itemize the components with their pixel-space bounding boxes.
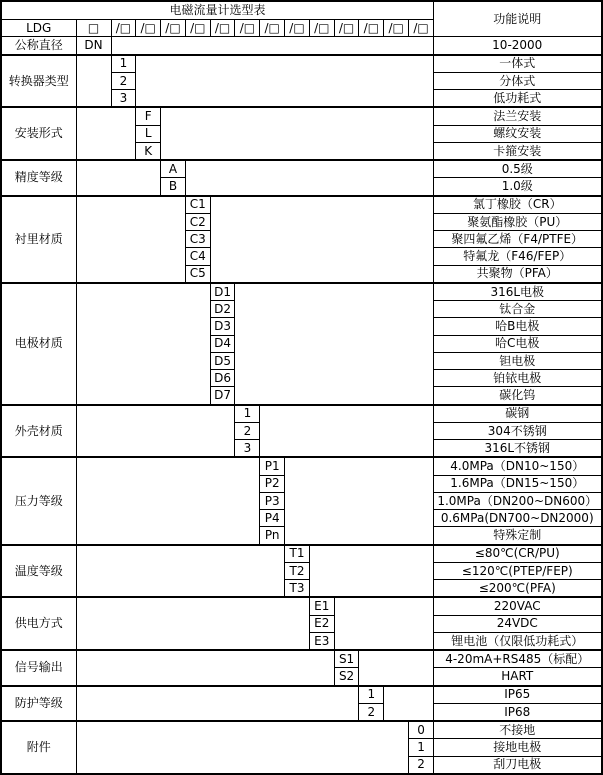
- blank-cell: [161, 107, 434, 160]
- option-code: D5: [210, 352, 235, 369]
- option-code: B: [161, 178, 186, 196]
- option-desc: 低功耗式: [434, 90, 602, 108]
- option-desc: ≤120℃(PTEP/FEP): [434, 562, 602, 579]
- table-row: [1, 545, 602, 563]
- blank-cell: [76, 721, 409, 774]
- code-box: /□: [210, 20, 235, 37]
- option-desc: 哈C电极: [434, 335, 602, 352]
- group-label: 转换器类型: [1, 55, 76, 108]
- option-desc: 特氟龙（F46/FEP）: [434, 248, 602, 265]
- code-box: /□: [334, 20, 359, 37]
- option-code: E3: [309, 632, 334, 650]
- option-desc: ≤200℃(PFA): [434, 580, 602, 598]
- blank-cell: [136, 55, 434, 108]
- option-code: P4: [260, 510, 285, 527]
- blank-cell: [285, 457, 434, 544]
- option-code: S1: [334, 650, 359, 668]
- blank-cell: [210, 196, 433, 283]
- option-code: P3: [260, 492, 285, 509]
- blank-cell: [76, 160, 161, 196]
- option-code: 3: [235, 440, 260, 458]
- option-desc: 铂铱电极: [434, 370, 602, 387]
- option-desc: ≤80℃(CR/PU): [434, 545, 602, 563]
- option-code: K: [136, 142, 161, 160]
- option-desc: 4.0MPa（DN10~150）: [434, 457, 602, 475]
- code-box: /□: [235, 20, 260, 37]
- code-box: /□: [111, 20, 136, 37]
- option-desc: 哈B电极: [434, 318, 602, 335]
- option-desc: 接地电极: [434, 739, 602, 756]
- option-code: 2: [359, 703, 384, 721]
- option-desc: 碳化钨: [434, 387, 602, 405]
- option-code: S2: [334, 668, 359, 686]
- option-desc: 316L电极: [434, 283, 602, 301]
- option-desc: IP68: [434, 703, 602, 721]
- option-desc: 法兰安装: [434, 107, 602, 125]
- option-desc: 聚四氟乙烯（F4/PTFE）: [434, 231, 602, 248]
- option-desc: 钽电极: [434, 352, 602, 369]
- code-box: /□: [409, 20, 434, 37]
- group-label: 防护等级: [1, 686, 76, 722]
- table-row: [1, 283, 602, 301]
- option-code: C1: [185, 196, 210, 214]
- option-desc: 刮刀电极: [434, 756, 602, 774]
- option-code: 1: [359, 686, 384, 704]
- option-code: C3: [185, 231, 210, 248]
- table-row: [1, 196, 602, 214]
- group-label: 附件: [1, 721, 76, 774]
- group-label: 电极材质: [1, 283, 76, 405]
- option-code: D4: [210, 335, 235, 352]
- option-desc: 1.6MPa（DN15~150）: [434, 475, 602, 492]
- group-label: 精度等级: [1, 160, 76, 196]
- table-row: [1, 1, 602, 20]
- blank-cell: [76, 107, 136, 160]
- blank-cell: [76, 686, 359, 722]
- blank-cell: [384, 686, 434, 722]
- option-code: E2: [309, 615, 334, 632]
- option-code: T3: [285, 580, 310, 598]
- option-desc: 特殊定制: [434, 527, 602, 545]
- group-label: 安装形式: [1, 107, 76, 160]
- option-code: 1: [111, 55, 136, 73]
- option-desc: 氯丁橡胶（CR）: [434, 196, 602, 214]
- table-row: [1, 650, 602, 668]
- table-row: [1, 160, 602, 178]
- option-code: C5: [185, 265, 210, 283]
- blank-cell: [76, 650, 334, 686]
- table-row: [1, 55, 602, 73]
- option-code: P1: [260, 457, 285, 475]
- option-desc: 304不锈钢: [434, 422, 602, 439]
- option-desc: 不接地: [434, 721, 602, 739]
- option-code: L: [136, 125, 161, 142]
- selection-table-body: [1, 1, 602, 774]
- option-code: D6: [210, 370, 235, 387]
- option-desc: 共聚物（PFA）: [434, 265, 602, 283]
- option-code: 2: [111, 72, 136, 89]
- blank-cell: [309, 545, 433, 598]
- option-desc: 聚氨酯橡胶（PU）: [434, 213, 602, 230]
- model-prefix: LDG: [1, 20, 76, 37]
- option-code: Pn: [260, 527, 285, 545]
- option-code: 2: [235, 422, 260, 439]
- code-box: /□: [185, 20, 210, 37]
- option-desc: 碳钢: [434, 405, 602, 423]
- option-code: D1: [210, 283, 235, 301]
- page-title: 电磁流量计选型表: [1, 1, 434, 20]
- option-desc: 24VDC: [434, 615, 602, 632]
- option-desc: 分体式: [434, 72, 602, 89]
- function-column-header: 功能说明: [434, 1, 602, 37]
- option-code: 3: [111, 90, 136, 108]
- code-box: /□: [309, 20, 334, 37]
- option-desc: 316L不锈钢: [434, 440, 602, 458]
- option-code: A: [161, 160, 186, 178]
- option-code: P2: [260, 475, 285, 492]
- option-code: F: [136, 107, 161, 125]
- blank-cell: [76, 283, 210, 405]
- diameter-code: DN: [76, 37, 111, 55]
- blank-cell: [76, 196, 185, 283]
- option-desc: 卡箍安装: [434, 142, 602, 160]
- blank-cell: [76, 405, 235, 458]
- blank-cell: [76, 55, 111, 108]
- option-desc: 0.5级: [434, 160, 602, 178]
- group-label: 外壳材质: [1, 405, 76, 458]
- option-code: C2: [185, 213, 210, 230]
- blank-cell: [235, 283, 434, 405]
- option-code: T2: [285, 562, 310, 579]
- code-box: /□: [260, 20, 285, 37]
- table-row: [1, 721, 602, 739]
- blank-cell: [359, 650, 434, 686]
- code-box: /□: [136, 20, 161, 37]
- option-desc: HART: [434, 668, 602, 686]
- option-desc: 4-20mA+RS485（标配）: [434, 650, 602, 668]
- group-label-diameter: 公称直径: [1, 37, 76, 55]
- option-code: T1: [285, 545, 310, 563]
- table-row: [1, 107, 602, 125]
- option-code: D7: [210, 387, 235, 405]
- option-code: E1: [309, 597, 334, 615]
- option-desc: 10-2000: [434, 37, 602, 55]
- blank-cell: [76, 597, 309, 650]
- option-desc: 一体式: [434, 55, 602, 73]
- option-code: C4: [185, 248, 210, 265]
- option-code: 1: [409, 739, 434, 756]
- table-row: [1, 686, 602, 704]
- code-box: /□: [359, 20, 384, 37]
- option-code: 1: [235, 405, 260, 423]
- blank-cell: [334, 597, 433, 650]
- group-label: 信号输出: [1, 650, 76, 686]
- blank-cell: [76, 545, 285, 598]
- option-code: 0: [409, 721, 434, 739]
- option-desc: 螺纹安装: [434, 125, 602, 142]
- table-row: [1, 37, 602, 55]
- option-code: D3: [210, 318, 235, 335]
- blank-cell: [185, 160, 433, 196]
- group-label: 衬里材质: [1, 196, 76, 283]
- blank-cell: [260, 405, 434, 458]
- code-box: /□: [384, 20, 409, 37]
- code-box: /□: [285, 20, 310, 37]
- group-label: 温度等级: [1, 545, 76, 598]
- option-desc: IP65: [434, 686, 602, 704]
- option-desc: 1.0MPa（DN200~DN600）: [434, 492, 602, 509]
- blank-cell: [111, 37, 434, 55]
- table-row: [1, 457, 602, 475]
- code-box-first: □: [76, 20, 111, 37]
- table-row: [1, 597, 602, 615]
- blank-cell: [76, 457, 260, 544]
- option-desc: 钛合金: [434, 301, 602, 318]
- code-box: /□: [161, 20, 186, 37]
- option-code: D2: [210, 301, 235, 318]
- option-desc: 0.6MPa(DN700~DN2000): [434, 510, 602, 527]
- table-row: [1, 405, 602, 423]
- group-label: 压力等级: [1, 457, 76, 544]
- option-desc: 220VAC: [434, 597, 602, 615]
- option-desc: 1.0级: [434, 178, 602, 196]
- option-desc: 锂电池（仅限低功耗式）: [434, 632, 602, 650]
- group-label: 供电方式: [1, 597, 76, 650]
- option-code: 2: [409, 756, 434, 774]
